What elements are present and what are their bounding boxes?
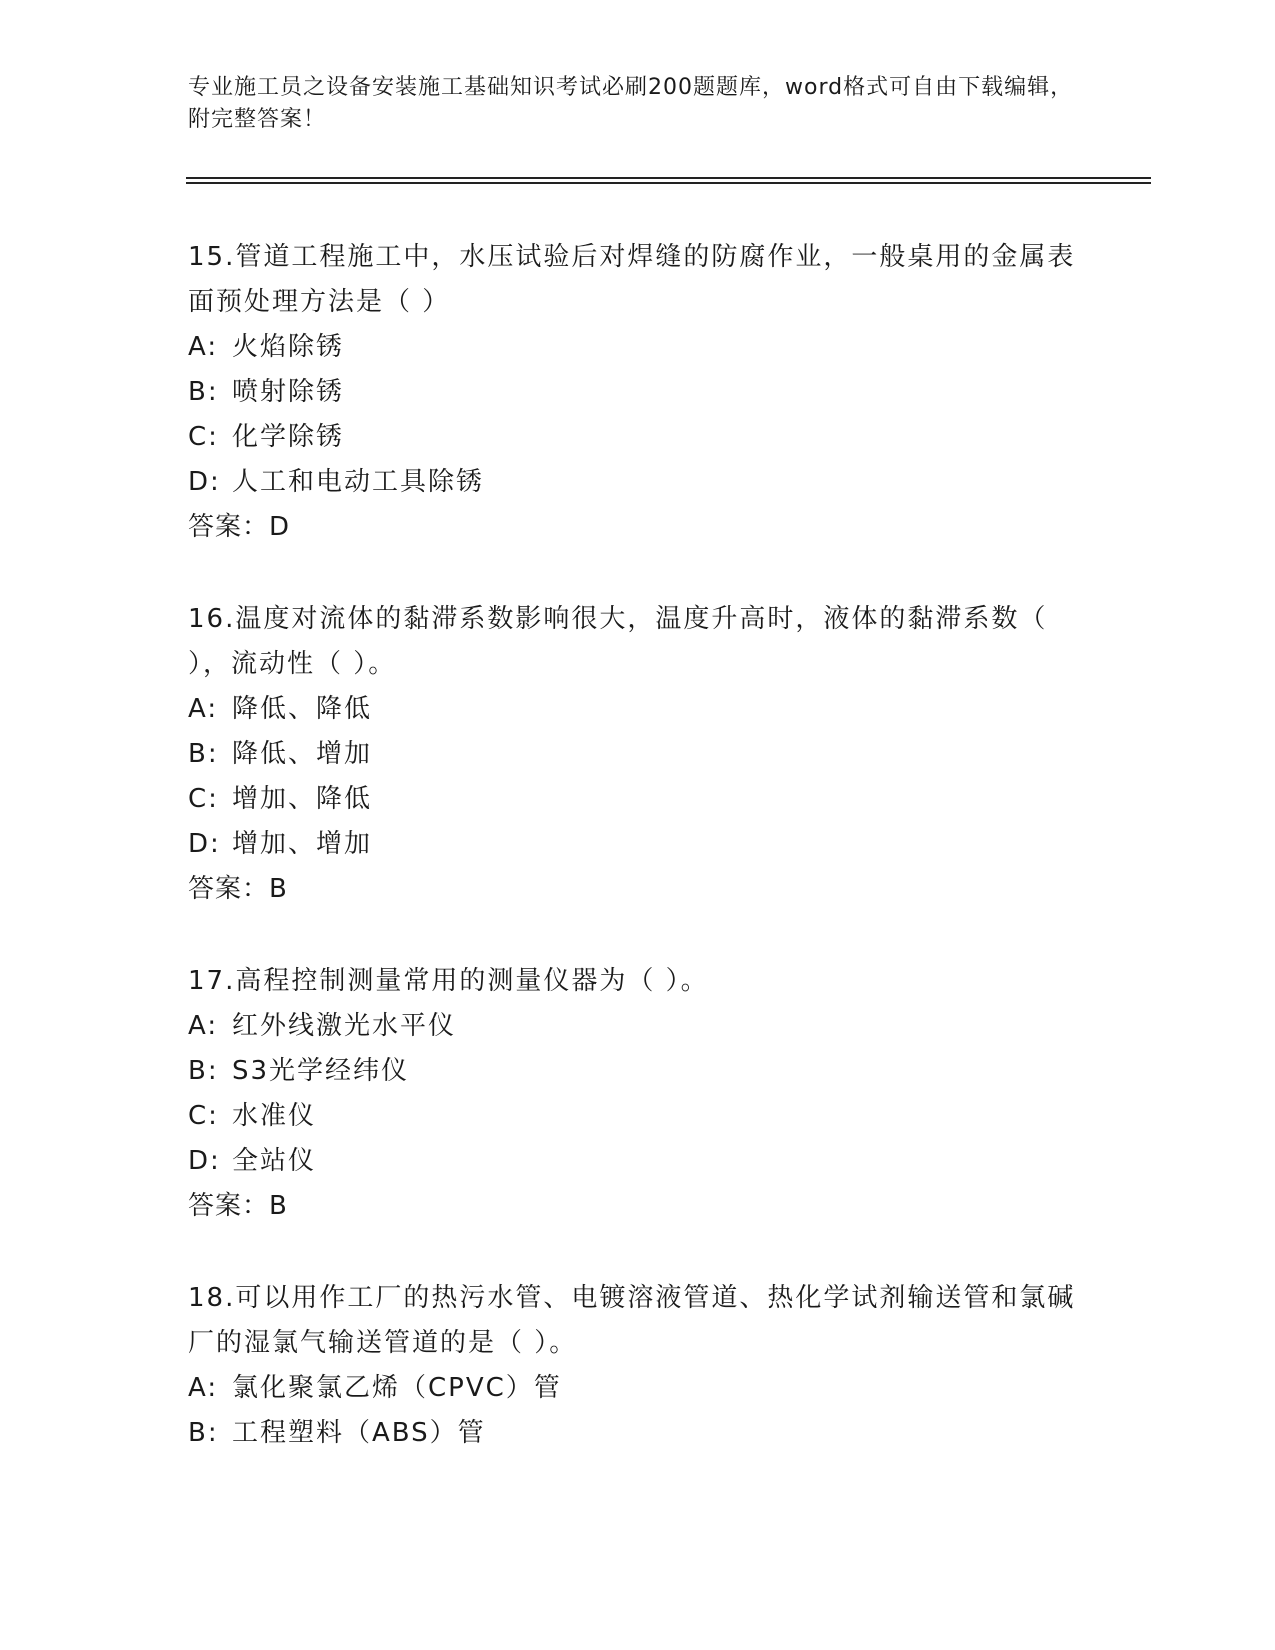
option-key: C: bbox=[188, 422, 219, 452]
option-text: 氯化聚氯乙烯（CPVC）管 bbox=[232, 1373, 562, 1403]
option-a bbox=[188, 1004, 1088, 1049]
option-c bbox=[188, 1094, 1088, 1139]
option-key: A: bbox=[188, 1373, 219, 1403]
question-17 bbox=[188, 959, 1088, 1229]
option-key: B: bbox=[188, 1056, 219, 1086]
option-text: 化学除锈 bbox=[232, 422, 345, 452]
option-text: 水准仪 bbox=[232, 1101, 317, 1131]
answer-line bbox=[188, 867, 1088, 912]
answer-label: 答案： bbox=[188, 1191, 270, 1221]
option-a bbox=[188, 325, 1088, 370]
question-text: 16.温度对流体的黏滞系数影响很大，温度升高时，液体的黏滞系数（ ），流动性（ ）。 bbox=[188, 604, 1048, 679]
question-text: 15.管道工程施工中，水压试验后对焊缝的防腐作业，一般桌用的金属表面预处理方法是（ ） bbox=[188, 242, 1076, 317]
option-text: 工程塑料（ABS）管 bbox=[232, 1418, 486, 1448]
option-text: 降低、降低 bbox=[232, 694, 373, 724]
question-list bbox=[188, 235, 1088, 1503]
option-d bbox=[188, 822, 1088, 867]
header-rule-bottom bbox=[186, 182, 1151, 184]
option-b bbox=[188, 370, 1088, 415]
option-text: 增加、降低 bbox=[232, 784, 373, 814]
question-16 bbox=[188, 597, 1088, 912]
answer-label: 答案： bbox=[188, 512, 270, 542]
option-text: 火焰除锈 bbox=[232, 332, 345, 362]
answer-value: B bbox=[269, 874, 287, 904]
option-c bbox=[188, 777, 1088, 822]
option-text: 降低、增加 bbox=[232, 739, 373, 769]
answer-line bbox=[188, 1184, 1088, 1229]
option-text: 全站仪 bbox=[232, 1146, 317, 1176]
option-key: A: bbox=[188, 1011, 219, 1041]
option-key: C: bbox=[188, 784, 219, 814]
option-text: S3光学经纬仪 bbox=[232, 1056, 410, 1086]
option-key: C: bbox=[188, 1101, 219, 1131]
option-key: D: bbox=[188, 467, 221, 497]
option-a bbox=[188, 687, 1088, 732]
answer-value: B bbox=[269, 1191, 287, 1221]
option-text: 红外线激光水平仪 bbox=[232, 1011, 457, 1041]
answer-line bbox=[188, 505, 1088, 550]
question-text: 17.高程控制测量常用的测量仪器为（ ）。 bbox=[188, 966, 709, 996]
option-key: D: bbox=[188, 829, 221, 859]
option-d bbox=[188, 1139, 1088, 1184]
option-key: A: bbox=[188, 694, 219, 724]
document-header: 专业施工员之设备安装施工基础知识考试必刷200题题库，word格式可自由下载编辑，附完整答案！ bbox=[188, 75, 1074, 132]
question-18 bbox=[188, 1276, 1088, 1456]
option-key: B: bbox=[188, 377, 219, 407]
question-text: 18.可以用作工厂的热污水管、电镀溶液管道、热化学试剂输送管和氯碱厂的湿氯气输送管道的是（ ）。 bbox=[188, 1283, 1076, 1358]
option-d bbox=[188, 460, 1088, 505]
header-rule-top bbox=[186, 177, 1151, 179]
answer-label: 答案： bbox=[188, 874, 270, 904]
option-key: B: bbox=[188, 1418, 219, 1448]
option-b bbox=[188, 1049, 1088, 1094]
option-c bbox=[188, 415, 1088, 460]
option-key: B: bbox=[188, 739, 219, 769]
option-b bbox=[188, 732, 1088, 777]
option-text: 人工和电动工具除锈 bbox=[232, 467, 485, 497]
option-key: D: bbox=[188, 1146, 221, 1176]
question-15 bbox=[188, 235, 1088, 550]
option-b bbox=[188, 1411, 1088, 1456]
option-a bbox=[188, 1366, 1088, 1411]
option-text: 喷射除锈 bbox=[232, 377, 345, 407]
option-text: 增加、增加 bbox=[232, 829, 373, 859]
answer-value: D bbox=[269, 512, 290, 542]
option-key: A: bbox=[188, 332, 219, 362]
